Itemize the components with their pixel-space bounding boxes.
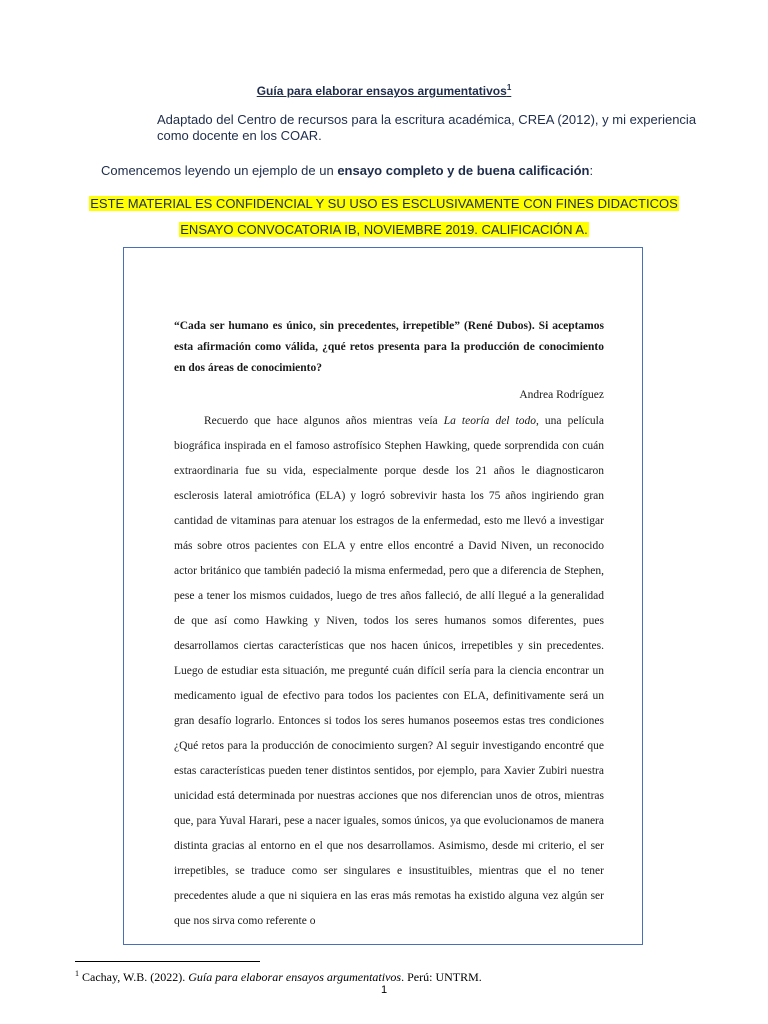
intro-before: Comencemos leyendo un ejemplo de un	[101, 163, 338, 178]
document-title	[0, 83, 768, 98]
intro-after: :	[589, 163, 594, 178]
essay-content	[174, 316, 604, 934]
title-text: Guía para elaborar ensayos argumentativos	[256, 84, 507, 98]
essay-question: “Cada ser humano es único, sin precedentes, irrepetible” (René Dubos). Si aceptamos esta afirmación como válida, ¿qué retos presenta para la producción de conocimiento en dos áreas de conocimiento?	[174, 320, 604, 374]
footnote-post: . Perú: UNTRM.	[401, 970, 482, 984]
intro-line	[101, 163, 721, 178]
footnote-marker: 1	[75, 969, 79, 978]
footnote-title: Guía para elaborar ensayos argumentativos	[188, 970, 402, 984]
essay-author: Andrea Rodríguez	[519, 389, 604, 401]
essay-image-frame	[123, 247, 643, 945]
essay-film-title: La teoría del todo	[443, 415, 536, 427]
intro-bold: ensayo completo y de buena calificación	[337, 163, 590, 178]
essay-body	[174, 409, 604, 934]
footnote-pre: Cachay, W.B. (2022).	[79, 970, 189, 984]
title-footnote-ref[interactable]: 1	[506, 83, 512, 92]
adapted-note: Adaptado del Centro de recursos para la escritura académica, CREA (2012), y mi experiencia como docente en los COAR.	[157, 112, 697, 143]
footnote-separator	[75, 961, 260, 962]
footnote	[75, 969, 715, 985]
essay-body-pre: Recuerdo que hace algunos años mientras veía	[204, 415, 444, 427]
confidential-notice	[0, 196, 768, 211]
essay-body-post: , una película biográfica inspirada en el famoso astrofísico Stephen Hawking, quede sorprendida con cuán extraordinaria fue su vida, especialmente porque desde los 21 años le diagnosticaron esclerosis lateral amiotrófica (ELA) y logró sobrevivir hasta los 75 años ingiriendo gran cantidad de vitaminas para atenuar los estragos de la enfermedad, esto me llevó a investigar más sobre otros pacientes con ELA y entre ellos encontré a David Niven, un reconocido actor británico que también padeció la misma enfermedad, pero que a diferencia de Stephen, pese a tener los mismos cuidados, luego de tres años falleció, de allí llegué a la generalidad de que así como Hawking y Niven, todos los seres humanos somos diferentes, pues desarrollamos ciertas características que nos hacen únicos, irrepetibles y sin precedentes. Luego de estudiar esta situación, me pregunté cuán difícil sería para la ciencia encontrar un medicamento igual de efectivo para todos los pacientes con ELA, definitivamente será un gran desafío lograrlo. Entonces si todos los seres humanos poseemos estas tres condiciones ¿Qué retos para la producción de conocimiento surgen? Al seguir investigando encontré que estas características pueden tener distintos sentidos, por ejemplo, para Xavier Zubiri nuestra unicidad está determinada por nuestras acciones que nos diferencian unos de otros, mientras que, para Yuval Harari, pese a nacer iguales, somos únicos, ya que evolucionamos de manera distinta gracias al entorno en el que nos desarrollamos. Asimismo, desde mi criterio, el ser irrepetibles, se traduce como ser singulares e insustituibles, mientras que el no tener precedentes alude a que ni siquiera en las eras más remotas ha existido alguna vez algún ser que nos sirva como referente o	[174, 415, 604, 927]
essay-source-notice-text: ENSAYO CONVOCATORIA IB, NOVIEMBRE 2019. CALIFICACIÓN A.	[180, 222, 588, 237]
confidential-notice-text: ESTE MATERIAL ES CONFIDENCIAL Y SU USO ES ESCLUSIVAMENTE CON FINES DIDACTICOS	[90, 196, 678, 211]
page-number: 1	[380, 984, 388, 996]
essay-source-notice	[0, 222, 768, 237]
